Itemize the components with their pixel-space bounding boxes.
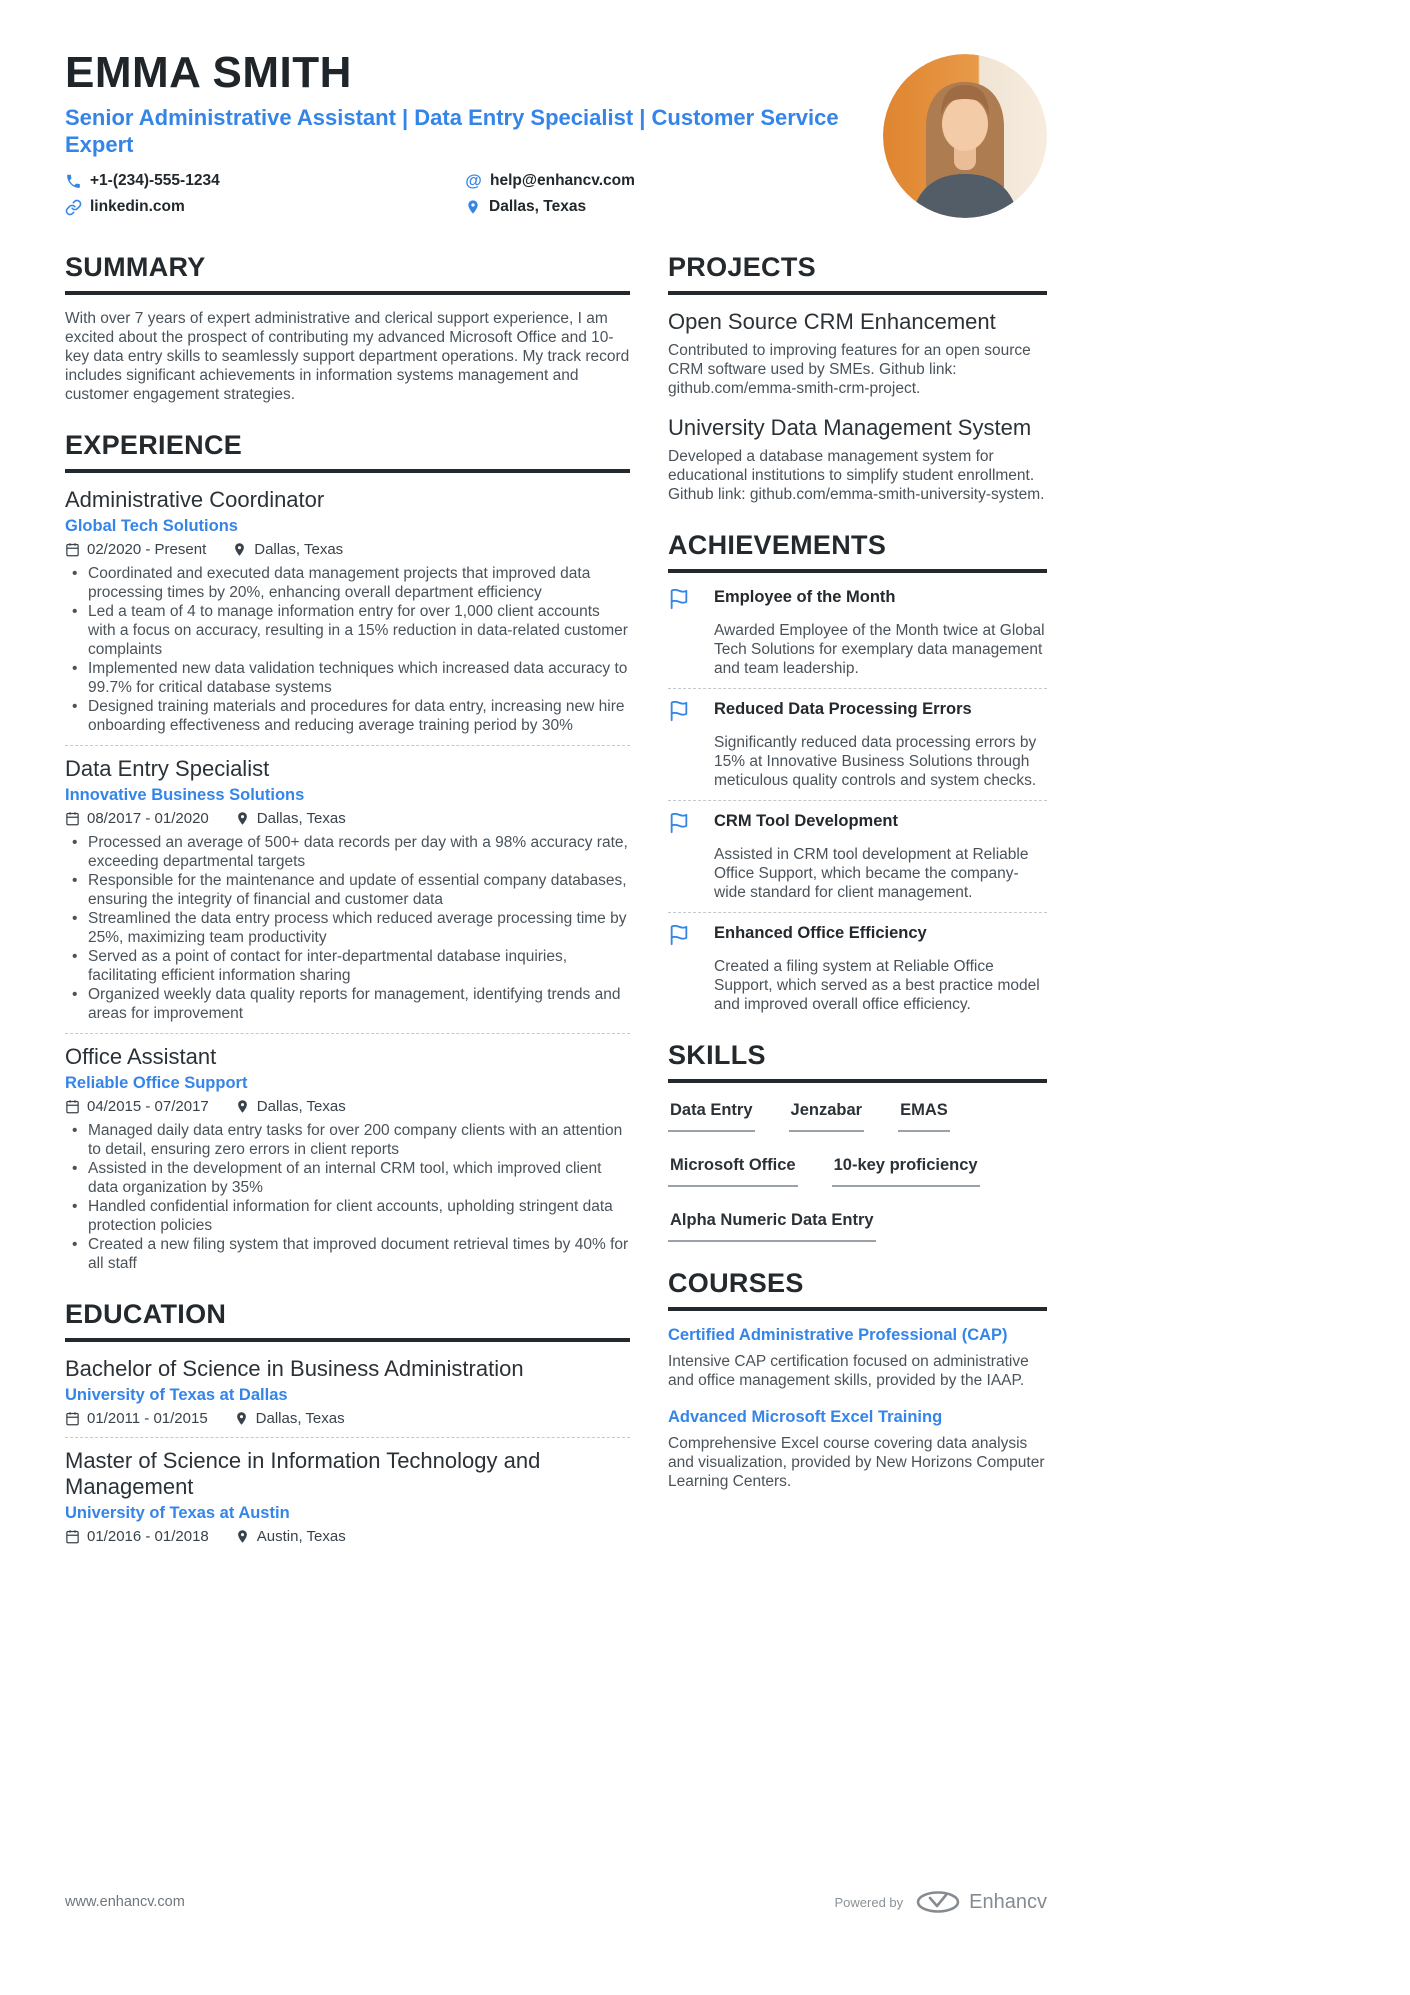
company-name: Global Tech Solutions [65, 517, 238, 535]
job-dates [65, 541, 206, 558]
resume-page [65, 50, 1047, 1571]
project-description: Developed a database management system for educational institutions to simplify student enrollment. Github link: github.com/emma-smith-university-system. [668, 448, 1045, 503]
summary-text: With over 7 years of expert administrative and clerical support experience, I am excited about the prospect of contributing my advanced Microsoft Office and 10-key data entry skills to seamlessly support department operations. My track record includes significant achievements in information systems management and customer engagement strategies. [65, 310, 630, 403]
calendar-icon [65, 1529, 80, 1544]
contact-linkedin[interactable] [65, 198, 465, 216]
dates-text: 01/2016 - 01/2018 [87, 1528, 209, 1545]
pin-icon [235, 1099, 250, 1114]
education-entry [65, 1448, 630, 1545]
project-title: University Data Management System [668, 415, 1032, 440]
experience-section [65, 430, 630, 1273]
dates-text: 04/2015 - 07/2017 [87, 1098, 209, 1115]
job-title: Office Assistant [65, 1044, 217, 1069]
skill-item: Alpha Numeric Data Entry [668, 1211, 876, 1242]
footer-website-link[interactable]: www.enhancv.com [65, 1894, 185, 1910]
degree-meta [65, 1410, 630, 1427]
powered-by-label: Powered by [834, 1894, 904, 1910]
linkedin-url[interactable]: linkedin.com [90, 198, 185, 216]
location-text: Dallas, Texas [254, 541, 344, 558]
bullet: • Managed daily data entry tasks for over 200 company clients with an attention to detail, ensuring zero errors in client reports [65, 1121, 630, 1159]
degree-location [235, 1528, 346, 1545]
profile-photo [883, 54, 1047, 218]
location-text: Austin, Texas [256, 1528, 346, 1545]
at-icon: @ [465, 171, 482, 191]
flag-icon [668, 587, 714, 615]
dates-text: 01/2011 - 01/2015 [87, 1410, 208, 1427]
experience-entry [65, 1044, 630, 1273]
achievement-title: Employee of the Month [714, 588, 896, 606]
job-meta [65, 1098, 630, 1115]
skill-item: 10-key proficiency [832, 1156, 980, 1187]
pin-icon [232, 542, 247, 557]
bullet: • Led a team of 4 to manage information entry for over 1,000 client accounts with a focus on accuracy, resulting in a 15% reduction in data-related customer complaints [65, 602, 630, 659]
calendar-icon [65, 542, 80, 557]
bullet: • Assisted in the development of an internal CRM tool, which improved client data organization by 35% [65, 1159, 630, 1197]
flag-icon [668, 699, 714, 727]
company-name: Reliable Office Support [65, 1074, 248, 1092]
job-bullets [65, 1121, 630, 1273]
achievement-description: Created a filing system at Reliable Office Support, which served as a best practice model and improved overall office efficiency. [714, 958, 1040, 1013]
candidate-name: EMMA SMITH [65, 48, 352, 97]
pin-icon [235, 811, 250, 826]
bullet: • Implemented new data validation techniques which increased data accuracy to 99.7% for critical database systems [65, 659, 630, 697]
project-description: Contributed to improving features for an open source CRM software used by SMEs. Github link: github.com/emma-smith-crm-project. [668, 342, 1031, 397]
achievement-title: CRM Tool Development [714, 812, 898, 830]
dashed-divider [65, 745, 630, 746]
calendar-icon [65, 1099, 80, 1114]
achievement-description: Assisted in CRM tool development at Reliable Office Support, which became the company-wide standard for client management. [714, 846, 1029, 901]
achievement-entry [668, 587, 1047, 678]
education-section [65, 1299, 630, 1545]
skills-list [668, 1097, 1047, 1242]
bullet: • Created a new filing system that improved document retrieval times by 40% for all staff [65, 1235, 630, 1273]
job-title: Administrative Coordinator [65, 487, 325, 512]
phone-icon [65, 173, 82, 190]
education-entry [65, 1356, 630, 1427]
degree-title: Master of Science in Information Technology and Management [65, 1448, 541, 1499]
resume-body [65, 252, 1047, 1571]
dashed-divider [668, 912, 1047, 913]
dates-text: 08/2017 - 01/2020 [87, 810, 209, 827]
contact-location [465, 198, 852, 216]
bullet: • Streamlined the data entry process which reduced average processing time by 25%, maximizing team productivity [65, 909, 630, 947]
bullet: • Organized weekly data quality reports for management, identifying trends and areas for improvement [65, 985, 630, 1023]
course-entry [668, 1325, 1047, 1390]
degree-title: Bachelor of Science in Business Administration [65, 1356, 524, 1381]
powered-by [835, 1890, 1048, 1914]
right-column [668, 252, 1047, 1517]
achievement-title: Enhanced Office Efficiency [714, 924, 927, 942]
skill-item: Data Entry [668, 1101, 755, 1132]
projects-section [668, 252, 1047, 504]
job-dates [65, 810, 209, 827]
job-meta [65, 810, 630, 827]
school-name: University of Texas at Austin [65, 1504, 290, 1522]
contact-phone [65, 171, 465, 191]
location-text: Dallas, Texas [255, 1410, 345, 1427]
skill-item: Microsoft Office [668, 1156, 798, 1187]
bullet: • Served as a point of contact for inter-departmental database inquiries, facilitating efficient information sharing [65, 947, 630, 985]
achievements-heading: ACHIEVEMENTS [668, 530, 1047, 573]
calendar-icon [65, 1411, 80, 1426]
course-description: Intensive CAP certification focused on administrative and office management skills, provided by the IAAP. [668, 1353, 1029, 1389]
flag-icon [668, 923, 714, 951]
enhancv-brand-link[interactable] [915, 1890, 1047, 1914]
course-title: Certified Administrative Professional (CAP) [668, 1326, 1008, 1344]
course-entry [668, 1407, 1047, 1491]
email-address[interactable]: help@enhancv.com [490, 172, 635, 190]
contact-email[interactable] [465, 171, 852, 191]
job-bullets [65, 833, 630, 1023]
summary-heading: SUMMARY [65, 252, 630, 295]
experience-entry [65, 487, 630, 735]
link-icon [65, 199, 82, 216]
job-dates [65, 1098, 209, 1115]
dashed-divider [65, 1033, 630, 1034]
candidate-headline: Senior Administrative Assistant | Data Entry Specialist | Customer Service Expert [65, 105, 839, 158]
left-column [65, 252, 630, 1571]
calendar-icon [65, 811, 80, 826]
bullet: • Designed training materials and procedures for data entry, increasing new hire onboarding effectiveness and reducing average training period by 30% [65, 697, 630, 735]
achievement-description: Significantly reduced data processing errors by 15% at Innovative Business Solutions through meticulous quality controls and system checks. [714, 734, 1037, 789]
achievement-description: Awarded Employee of the Month twice at Global Tech Solutions for exemplary data management and team leadership. [714, 622, 1045, 677]
degree-meta [65, 1528, 630, 1545]
achievement-entry [668, 923, 1047, 1014]
location-text: Dallas, Texas [256, 1098, 346, 1115]
pin-icon [234, 1411, 249, 1426]
job-bullets [65, 564, 630, 735]
dashed-divider [668, 688, 1047, 689]
degree-dates [65, 1410, 208, 1427]
summary-section [65, 252, 630, 404]
job-location [232, 541, 343, 558]
experience-heading: EXPERIENCE [65, 430, 630, 473]
courses-heading: COURSES [668, 1268, 1047, 1311]
flag-icon [668, 811, 714, 839]
dashed-divider [668, 800, 1047, 801]
bullet: • Responsible for the maintenance and update of essential company databases, ensuring the integrity of financial and customer data [65, 871, 630, 909]
location-text: Dallas, Texas [256, 810, 346, 827]
resume-header [65, 50, 1047, 218]
job-meta [65, 541, 630, 558]
experience-entry [65, 756, 630, 1023]
course-description: Comprehensive Excel course covering data analysis and visualization, provided by New Horizons Computer Learning Centers. [668, 1435, 1045, 1490]
school-name: University of Texas at Dallas [65, 1386, 288, 1404]
achievements-section [668, 530, 1047, 1014]
courses-section [668, 1268, 1047, 1491]
bullet: • Processed an average of 500+ data records per day with a 98% accuracy rate, exceeding departmental targets [65, 833, 630, 871]
pin-icon [465, 199, 481, 215]
achievement-entry [668, 699, 1047, 790]
avatar [883, 54, 1047, 218]
page-footer [65, 1890, 1047, 1914]
skills-section [668, 1040, 1047, 1242]
company-name: Innovative Business Solutions [65, 786, 305, 804]
achievement-entry [668, 811, 1047, 902]
education-heading: EDUCATION [65, 1299, 630, 1342]
skill-item: Jenzabar [789, 1101, 865, 1132]
course-title: Advanced Microsoft Excel Training [668, 1408, 943, 1426]
location-text: Dallas, Texas [489, 198, 587, 216]
projects-heading: PROJECTS [668, 252, 1047, 295]
job-location [235, 1098, 346, 1115]
project-entry [668, 415, 1047, 504]
bullet: • Coordinated and executed data management projects that improved data processing times by 20%, enhancing overall department efficiency [65, 564, 630, 602]
skill-item: EMAS [898, 1101, 950, 1132]
job-title: Data Entry Specialist [65, 756, 270, 781]
enhancv-logo-icon [915, 1890, 961, 1914]
bullet: • Handled confidential information for client accounts, upholding stringent data protection policies [65, 1197, 630, 1235]
contact-info [65, 171, 852, 216]
skills-heading: SKILLS [668, 1040, 1047, 1083]
degree-dates [65, 1528, 209, 1545]
dashed-divider [65, 1437, 630, 1438]
job-location [235, 810, 346, 827]
phone-number: +1-(234)-555-1234 [90, 172, 220, 190]
achievement-title: Reduced Data Processing Errors [714, 700, 972, 718]
project-entry [668, 309, 1047, 398]
dates-text: 02/2020 - Present [87, 541, 207, 558]
degree-location [234, 1410, 345, 1427]
project-title: Open Source CRM Enhancement [668, 309, 996, 334]
enhancv-wordmark: Enhancv [969, 1890, 1047, 1913]
pin-icon [235, 1529, 250, 1544]
